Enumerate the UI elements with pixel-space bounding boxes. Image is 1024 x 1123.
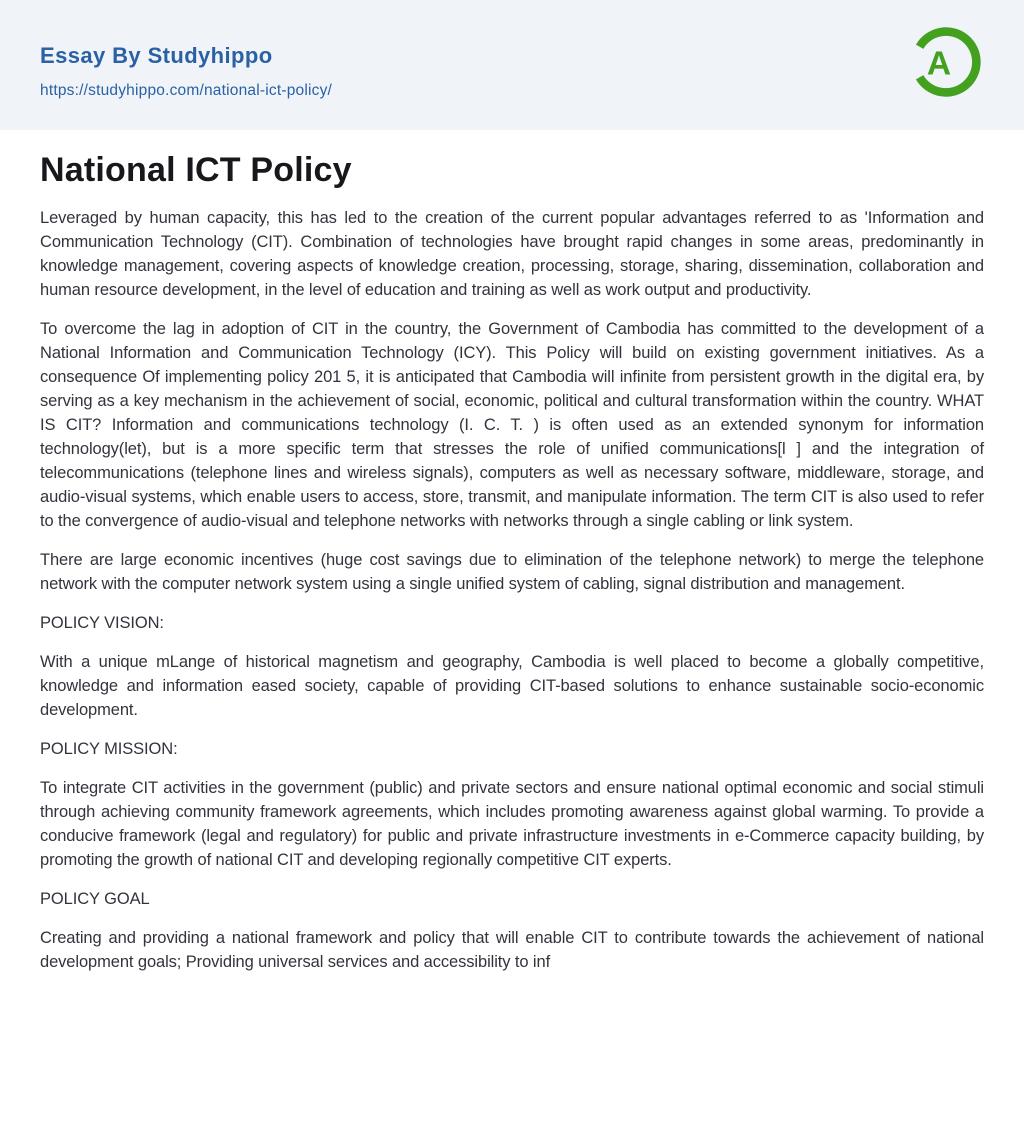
heading-policy-goal: POLICY GOAL <box>40 889 150 908</box>
paragraph-goal: Creating and providing a national framework and policy that will enable CIT to contribute towards the achievement of national development goals; Providing universal services and accessibility to inf <box>40 928 984 971</box>
source-url-link[interactable]: https://studyhippo.com/national-ict-policy/ <box>40 82 333 100</box>
header-text-block <box>40 43 332 99</box>
heading-policy-mission: POLICY MISSION: <box>40 739 178 758</box>
logo-letter: A <box>926 45 952 83</box>
heading-policy-vision: POLICY VISION: <box>40 613 164 632</box>
article <box>0 150 1024 974</box>
paragraph-incentives: There are large economic incentives (huge cost savings due to elimination of the telephone network) to merge the telephone network with the computer network system using a single unified system of cabling, signal distribution and management. <box>40 550 984 593</box>
paragraph-intro: Leveraged by human capacity, this has led to the creation of the current popular advantages referred to as 'Information and Communication Technology (CIT). Combination of technologies have brought rapid changes in some areas, predominantly in knowledge management, covering aspects of knowledge creation, processing, storage, sharing, dissemination, collaboration and human resource development, in the level of education and training as well as work output and productivity. <box>40 208 984 299</box>
brand-title: Essay By Studyhippo <box>40 43 273 68</box>
page-title: National ICT Policy <box>40 151 352 189</box>
paragraph-what-is-cit: To overcome the lag in adoption of CIT in the country, the Government of Cambodia has committed to the development of a National Information and Communication Technology (ICY). This Policy will build on existing government initiatives. As a consequence Of implementing policy 201 5, it is anticipated that Cambodia will infinite from persistent growth in the digital era, by serving as a key mechanism in the achievement of social, economic, political and cultural transformation within the country. WHAT IS CIT? Information and communications technology (I. C. T. ) is often used as an extended synonym for information technology(let), but is a more specific term that stresses the role of unified communications[l ] and the integration of telecommunications (telephone lines and wireless signals), computers as well as necessary software, middleware, storage, and audio-visual systems, which enable users to access, store, transmit, and manipulate information. The term CIT is also used to refer to the convergence of audio-visual and telephone networks with networks through a single cabling or link system. <box>40 319 984 530</box>
paragraph-mission: To integrate CIT activities in the government (public) and private sectors and ensure national optimal economic and social stimuli through achieving community framework agreements, which includes promoting awareness against global warming. To provide a conducive framework (legal and regulatory) for public and private infrastructure investments in e-Commerce capacity building, by promoting the growth of national CIT and developing regionally competitive CIT experts. <box>40 778 984 869</box>
paragraph-vision: With a unique mLange of historical magnetism and geography, Cambodia is well placed to become a globally competitive, knowledge and information eased society, capable of providing CIT-based solutions to enhance sustainable socio-economic development. <box>40 652 984 719</box>
header <box>0 0 1024 130</box>
studyhippo-logo-icon <box>907 22 985 102</box>
